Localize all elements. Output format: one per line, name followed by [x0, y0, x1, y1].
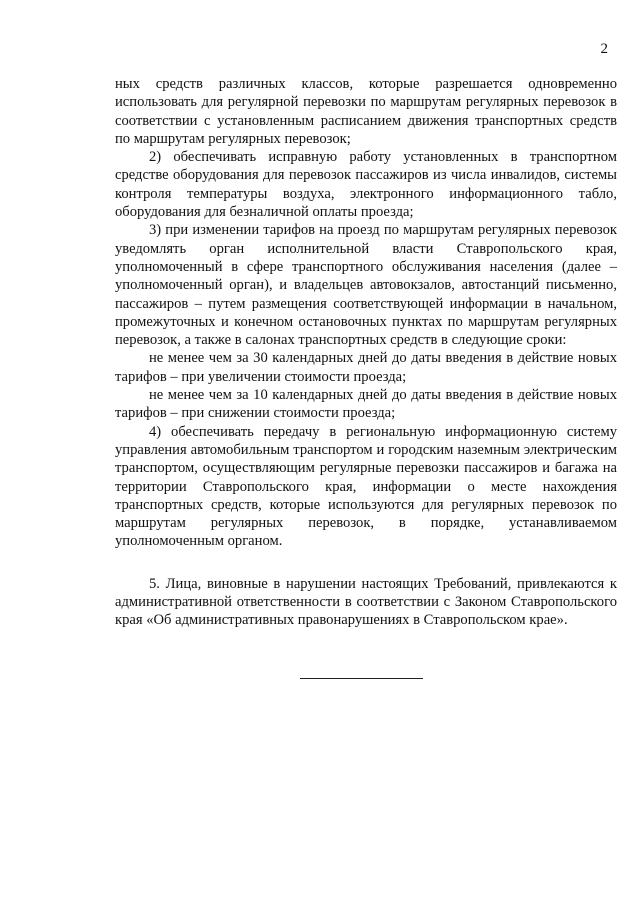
closing-separator-line [300, 678, 423, 679]
paragraph-deadline-10-days: не менее чем за 10 календарных дней до даты введения в действие новых тарифов – при снижении стоимости проезда; [115, 387, 617, 422]
page-number: 2 [600, 41, 608, 57]
paragraph-item-3: 3) при изменении тарифов на проезд по маршрутам регулярных перевозок уведомлять орган исполнительной власти Ставропольского края, уполномоченный в сфере транспортного обслуживания населения (далее – уполномоченный орган), и владельцев автовокзалов, автостанций письменно, пассажиров – путем размещения соответствующей информации в начальном, промежуточных и конечном остановочных пунктах по маршрутам регулярных перевозок, а также в салонах транспортных средств в следующие сроки: [115, 222, 617, 349]
paragraph-deadline-30-days: не менее чем за 30 календарных дней до даты введения в действие новых тарифов – при увеличении стоимости проезда; [115, 350, 617, 385]
paragraph-item-4: 4) обеспечивать передачу в региональную информационную систему управления автомобильным транспортом и городским наземным электрическим транспортом, осуществляющим регулярные перевозки пассажиров и багажа на территории Ставропольского края, информации о месте нахождения транспортных средств, которые используются для регулярных перевозок по маршрутам регулярных перевозок, в порядке, устанавливаемом уполномоченным органом. [115, 423, 617, 550]
paragraph-section-5: 5. Лица, виновные в нарушении настоящих Требований, привлекаются к административной ответственности в соответствии с Законом Ставропольского края «Об административных правонарушениях в Ставропольском крае». [115, 575, 617, 629]
paragraph-spacer [115, 551, 617, 575]
paragraph-item-2: 2) обеспечивать исправную работу установленных в транспортном средстве оборудования для перевозок пассажиров из числа инвалидов, системы контроля температуры воздуха, электронного информационного табло, оборудования для безналичной оплаты проезда; [115, 149, 617, 221]
document-body [115, 75, 617, 630]
paragraph-continuation: ных средств различных классов, которые разрешается одновременно использовать для регулярной перевозки по маршрутам регулярных перевозок в соответствии с установленным расписанием движения транспортных средств по маршрутам регулярных перевозок; [115, 76, 617, 147]
